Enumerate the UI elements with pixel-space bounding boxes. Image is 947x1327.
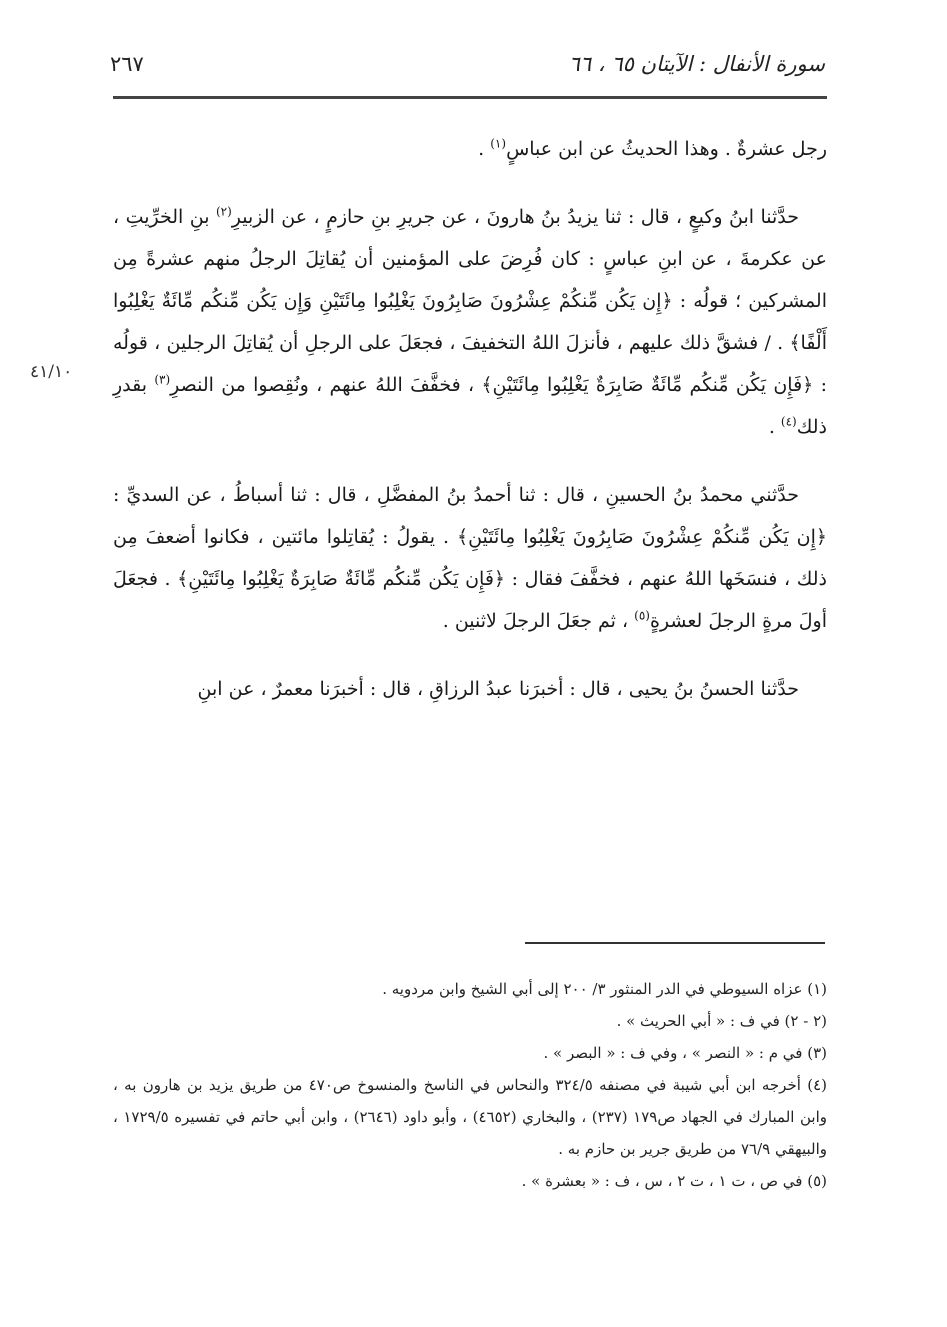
footnote-3: (٣) في م : « النصر » ، وفي ف : « البصر » . [543,1044,827,1062]
footnote-1: (١) عزاه السيوطي في الدر المنثور ٣/ ٢٠٠ إلى أبي الشيخ وابن مردويه . [382,980,827,998]
header-rule [113,96,827,99]
footnote-5: (٥) في ص ، ت ١ ، ت ٢ ، س ، ف : « بعشرة » . [521,1172,827,1190]
page-number: ٢٦٧ [110,52,144,76]
paragraph-2 [113,196,827,448]
note-ref-5: (٥) [634,608,650,623]
note-ref-3: (٣) [154,372,171,387]
paragraph-4-text: حدَّثنا الحسنُ بنُ يحيى ، قال : أخبرَنا عبدُ الرزاقِ ، قال : أخبرَنا معمرٌ ، عن ابنِ [197,678,799,700]
paragraph-2-text: حدَّثنا ابنُ وكيعٍ ، قال : ثنا يزيدُ بنُ هارونَ ، عن جريرِ بنِ حازمٍ ، عن الزبيرِ [231,206,799,228]
header-title: سورة الأنفال : الآيتان ٦٥ ، ٦٦ [568,52,825,76]
note-ref-4: (٤) [780,414,797,429]
paragraph-3 [113,474,827,642]
paragraph-1-text: رجل عشرةٌ . وهذا الحديثُ عن ابن عباسٍ [506,138,827,160]
running-header [110,52,825,88]
paragraph-1-tail: . [478,138,491,160]
paragraph-4 [113,668,827,710]
paragraph-2-tail-2: بقدرِ ذلك [113,374,827,438]
footnote-rule [525,942,825,944]
footnote-4: (٤) أخرجه ابن أبي شيبة في مصنفه ٣٢٤/٥ والنحاس في الناسخ والمنسوخ ص٤٧٠ من طريق يزيد بن هارون به ، وابن المبارك في الجهاد ص١٧٩ (٢٣٧) ، والبخاري (٤٦٥٢) ، وأبو داود (٢٦٤٦) ، وابن أبي حاتم في تفسيره ١٧٢٩/٥ ، والبيهقي ٧٦/٩ من طريق جرير بن حازم به . [113,1076,827,1158]
note-ref-2: (٢) [215,204,232,219]
paragraph-2-tail-3: . [768,416,781,438]
note-ref-1: (١) [490,136,507,151]
paragraph-3-text: حدَّثني محمدُ بنُ الحسينِ ، قال : ثنا أحمدُ بنُ المفضَّلِ ، قال : ثنا أسباطُ ، عن السديِّ : ﴿إِن يَكُن مِّنكُمْ عِشْرُونَ صَابِرُونَ يَغْلِبُوا مِائَتَيْنِ﴾ . يقولُ : يُقاتِلوا مائتين ، فكانوا أضعفَ مِن ذلك ، فنسَخَها اللهُ عنهم ، فخفَّفَ فقال : ﴿فَإِن يَكُن مِّنكُم مِّائَةٌ صَابِرَةٌ يَغْلِبُوا مِائَتَيْنِ﴾ . فجعَلَ أولَ مرةٍ الرجلَ لعشرةٍ [113,484,827,632]
margin-reference: ٤١/١٠ [30,362,73,382]
paragraph-2-tail: بنِ الخرِّيتِ ، عن عكرمةَ ، عن ابنِ عباسٍ : كان فُرِضَ على المؤمنين أن يُقاتِلَ الرجلُ منهم عشرةً مِن المشركين ؛ قولُه : ﴿إِن يَكُن مِّنكُمْ عِشْرُونَ صَابِرُونَ يَغْلِبُوا مِائَتَيْنِ وَإِن يَكُن مِّنكُم مِّائَةٌ يَغْلِبُوا أَلْفًا﴾ . / فشقَّ ذلك عليهم ، فأنزلَ اللهُ التخفيفَ ، فجعَلَ على الرجلِ أن يُقاتِلَ الرجلين ، قولُه : ﴿فَإِن يَكُن مِّنكُم مِّائَةٌ صَابِرَةٌ يَغْلِبُوا مِائَتَيْنِ﴾ ، فخفَّفَ اللهُ عنهم ، ونُقِصوا من النصرِ [113,206,827,396]
paragraph-1 [113,128,827,170]
footnote-2: (٢ - ٢) في ف : « أبي الحريث » . [616,1012,827,1030]
main-text [113,128,827,710]
footnotes [113,973,827,1197]
paragraph-3-tail: ، ثم جعَلَ الرجلَ لاثنين . [442,610,635,632]
